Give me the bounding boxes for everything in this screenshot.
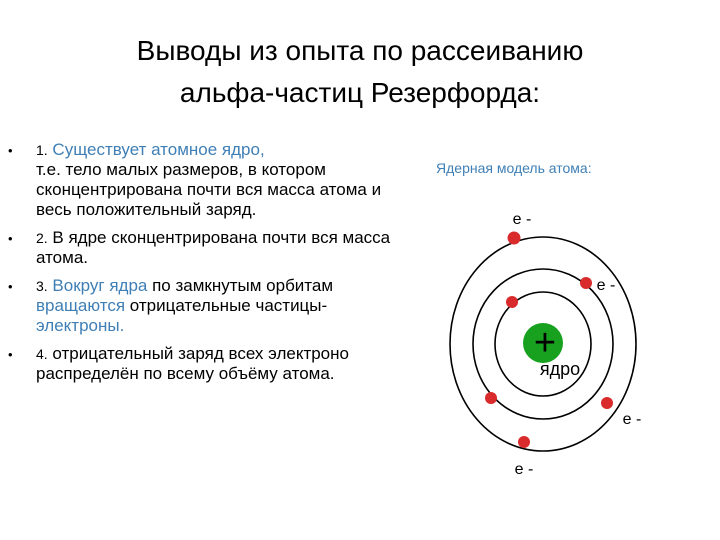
- item-text: В ядре сконцентрирована почти вся масса атома.: [36, 228, 391, 267]
- conclusion-item-4: [0, 344, 420, 384]
- item-highlight-text: электроны.: [36, 316, 125, 335]
- item-number: 1.: [36, 142, 48, 158]
- electron-dot: [485, 392, 497, 404]
- electron-label: e -: [512, 211, 532, 228]
- electron-dot: [506, 296, 518, 308]
- electron-dot: [580, 277, 592, 289]
- item-number: 3.: [36, 278, 48, 294]
- conclusion-item-2: [0, 228, 420, 268]
- item-text: отрицательный заряд всех электроно распределён по всему объёму атома.: [36, 344, 349, 383]
- bullet-dot-icon: •: [8, 279, 13, 294]
- bullet-dot-icon: •: [8, 231, 13, 246]
- nucleus-label: ядро: [539, 359, 581, 379]
- item-text: т.е. тело малых размеров, в котором сконцентрирована почти вся масса атома и весь положительный заряд.: [36, 160, 382, 219]
- conclusion-item-3: [0, 276, 420, 336]
- item-text: отрицательные частицы-: [125, 296, 328, 315]
- item-text: по замкнутым орбитам: [147, 276, 334, 295]
- title-line-2: альфа-частиц Резерфорда:: [179, 77, 541, 108]
- item-number: 2.: [36, 230, 48, 246]
- plus-sign-icon: +: [533, 322, 557, 364]
- electron-label: e -: [622, 411, 642, 428]
- electron-label: e -: [596, 277, 616, 294]
- bullet-dot-icon: •: [8, 143, 13, 158]
- atom-model-diagram: [440, 200, 680, 490]
- item-highlight-text: Вокруг ядра: [47, 276, 148, 295]
- item-highlight-text: Существует атомное ядро,: [47, 140, 265, 159]
- item-highlight-text: вращаются: [36, 296, 126, 315]
- electron-dot: [601, 397, 613, 409]
- slide-title: [0, 30, 720, 114]
- electron-dot: [518, 436, 530, 448]
- conclusion-item-1: [0, 140, 420, 220]
- item-number: 4.: [36, 346, 48, 362]
- model-caption: Ядерная модель атома:: [436, 160, 592, 176]
- conclusions-list: [0, 140, 420, 392]
- electron-dot: [508, 232, 521, 245]
- bullet-dot-icon: •: [8, 347, 13, 362]
- title-line-1: Выводы из опыта по рассеиванию: [136, 35, 584, 66]
- electron-label: e -: [514, 461, 534, 478]
